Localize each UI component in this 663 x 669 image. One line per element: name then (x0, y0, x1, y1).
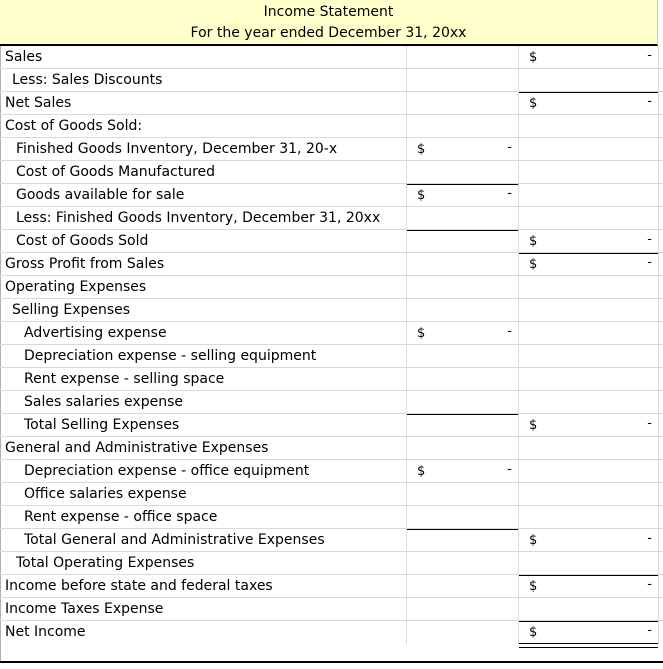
statement-row (0, 299, 663, 322)
row-label: Total General and Administrative Expenses (24, 532, 325, 548)
double-underline (519, 643, 658, 648)
statement-row (0, 575, 663, 598)
total-cell[interactable] (518, 161, 659, 184)
subtotal-cell[interactable] (406, 299, 518, 322)
subtotal-cell[interactable] (406, 92, 518, 115)
zero-dash: - (647, 623, 652, 638)
currency-symbol: $ (417, 142, 426, 157)
statement-row (0, 230, 663, 253)
subtotal-cell[interactable] (406, 253, 518, 276)
subtotal-cell[interactable] (406, 184, 518, 207)
total-cell[interactable] (518, 345, 659, 368)
statement-row (0, 345, 663, 368)
row-label: Operating Expenses (5, 279, 147, 295)
statement-row (0, 437, 663, 460)
subtotal-cell[interactable] (406, 115, 518, 138)
subtotal-cell[interactable] (406, 598, 518, 621)
total-cell[interactable] (518, 598, 659, 621)
subtotal-cell[interactable] (406, 437, 518, 460)
statement-row (0, 391, 663, 414)
subtotal-cell[interactable] (406, 161, 518, 184)
subtotal-cell[interactable] (406, 46, 518, 69)
subtotal-cell[interactable] (406, 414, 518, 437)
currency-symbol: $ (417, 326, 426, 341)
total-cell[interactable] (518, 621, 659, 644)
statement-row (0, 253, 663, 276)
total-cell[interactable] (518, 414, 659, 437)
total-cell[interactable] (518, 207, 659, 230)
subtotal-cell[interactable] (406, 345, 518, 368)
currency-symbol: $ (529, 625, 538, 640)
total-cell[interactable] (518, 46, 659, 69)
row-label: Gross Profit from Sales (5, 256, 165, 272)
subtotal-cell[interactable] (406, 138, 518, 161)
currency-symbol: $ (417, 464, 426, 479)
subtotal-cell[interactable] (406, 368, 518, 391)
row-label: Depreciation expense - selling equipment (24, 348, 317, 364)
statement-row (0, 483, 663, 506)
row-label: Income Taxes Expense (5, 601, 164, 617)
total-cell[interactable] (518, 322, 659, 345)
subtotal-cell[interactable] (406, 483, 518, 506)
row-label: Sales (5, 49, 43, 65)
total-cell[interactable] (518, 276, 659, 299)
row-label: Cost of Goods Sold: (5, 118, 143, 134)
statement-row (0, 46, 663, 69)
zero-dash: - (647, 416, 652, 431)
subtotal-cell[interactable] (406, 391, 518, 414)
income-statement-table (0, 46, 663, 644)
total-cell[interactable] (518, 368, 659, 391)
zero-dash: - (647, 255, 652, 270)
total-cell[interactable] (518, 437, 659, 460)
currency-symbol: $ (529, 533, 538, 548)
statement-row (0, 138, 663, 161)
zero-dash: - (507, 324, 512, 339)
currency-symbol: $ (529, 50, 538, 65)
total-cell[interactable] (518, 529, 659, 552)
row-label: Selling Expenses (12, 302, 131, 318)
currency-symbol: $ (529, 418, 538, 433)
total-cell[interactable] (518, 230, 659, 253)
statement-row (0, 552, 663, 575)
total-cell[interactable] (518, 506, 659, 529)
subtotal-cell[interactable] (406, 506, 518, 529)
total-cell[interactable] (518, 92, 659, 115)
total-cell[interactable] (518, 184, 659, 207)
currency-symbol: $ (529, 234, 538, 249)
subtotal-cell[interactable] (406, 552, 518, 575)
subtotal-cell[interactable] (406, 322, 518, 345)
subtotal-cell[interactable] (406, 529, 518, 552)
subtotal-cell[interactable] (406, 276, 518, 299)
subtotal-cell[interactable] (406, 207, 518, 230)
row-label: Less: Sales Discounts (12, 72, 163, 88)
row-label: Sales salaries expense (24, 394, 183, 410)
row-label: Income before state and federal taxes (5, 578, 273, 594)
zero-dash: - (507, 462, 512, 477)
row-label: Office salaries expense (24, 486, 187, 502)
row-label: Rent expense - selling space (24, 371, 225, 387)
statement-row (0, 69, 663, 92)
statement-row (0, 92, 663, 115)
zero-dash: - (507, 140, 512, 155)
subtotal-cell[interactable] (406, 69, 518, 92)
statement-row (0, 368, 663, 391)
zero-dash: - (647, 94, 652, 109)
currency-symbol: $ (417, 188, 426, 203)
statement-row (0, 414, 663, 437)
subtotal-cell[interactable] (406, 460, 518, 483)
currency-symbol: $ (529, 96, 538, 111)
statement-row (0, 529, 663, 552)
total-cell[interactable] (518, 115, 659, 138)
row-label: Cost of Goods Sold (16, 233, 149, 249)
statement-row (0, 460, 663, 483)
zero-dash: - (647, 48, 652, 63)
statement-row (0, 621, 663, 644)
total-cell[interactable] (518, 460, 659, 483)
subtotal-cell[interactable] (406, 575, 518, 598)
row-label: Total Selling Expenses (24, 417, 180, 433)
row-label: Less: Finished Goods Inventory, December 31, 20xx (16, 210, 381, 226)
row-label: Total Operating Expenses (16, 555, 195, 571)
statement-row (0, 322, 663, 345)
statement-row (0, 115, 663, 138)
currency-symbol: $ (529, 257, 538, 272)
statement-period: For the year ended December 31, 20xx (190, 25, 467, 41)
total-cell[interactable] (518, 253, 659, 276)
total-cell[interactable] (518, 391, 659, 414)
statement-title: Income Statement (263, 4, 394, 20)
statement-row (0, 598, 663, 621)
row-label: General and Administrative Expenses (5, 440, 269, 456)
zero-dash: - (647, 531, 652, 546)
total-cell[interactable] (518, 69, 659, 92)
subtotal-cell[interactable] (406, 230, 518, 253)
row-label: Finished Goods Inventory, December 31, 20-x (16, 141, 338, 157)
total-cell[interactable] (518, 483, 659, 506)
total-cell[interactable] (518, 138, 659, 161)
row-label: Cost of Goods Manufactured (16, 164, 216, 180)
row-label: Depreciation expense - office equipment (24, 463, 310, 479)
subtotal-cell[interactable] (406, 621, 518, 644)
row-label: Rent expense - office space (24, 509, 218, 525)
sheet-bottom-border (0, 661, 663, 663)
statement-row (0, 184, 663, 207)
row-label: Goods available for sale (16, 187, 185, 203)
currency-symbol: $ (529, 579, 538, 594)
zero-dash: - (647, 577, 652, 592)
total-cell[interactable] (518, 299, 659, 322)
row-label: Net Income (5, 624, 86, 640)
statement-row (0, 276, 663, 299)
statement-row (0, 506, 663, 529)
statement-row (0, 207, 663, 230)
total-cell[interactable] (518, 575, 659, 598)
statement-row (0, 161, 663, 184)
zero-dash: - (507, 186, 512, 201)
total-cell[interactable] (518, 552, 659, 575)
zero-dash: - (647, 232, 652, 247)
row-label: Net Sales (5, 95, 72, 111)
statement-header (0, 0, 658, 46)
row-label: Advertising expense (24, 325, 167, 341)
